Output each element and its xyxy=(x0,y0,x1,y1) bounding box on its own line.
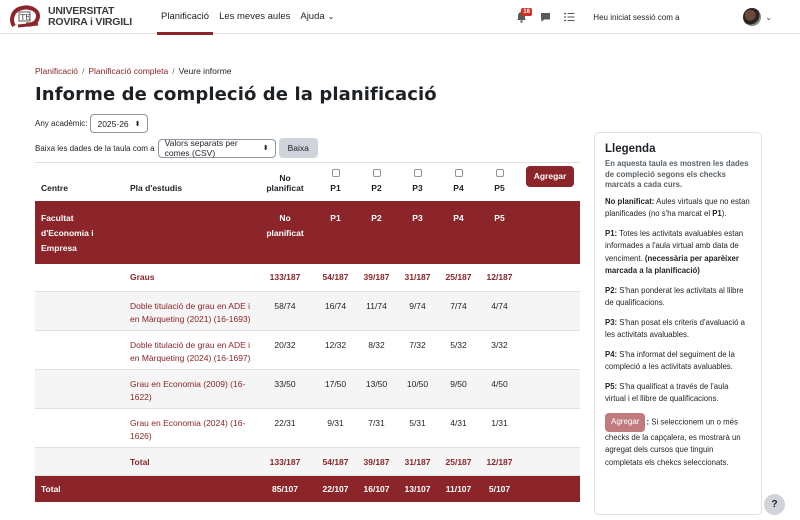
faculty-np-cell xyxy=(255,201,315,264)
legend-note: (necessària per aparèixer marcada a la planificació) xyxy=(605,253,739,275)
value-cell: 39/187 xyxy=(356,448,397,476)
legend-intro: En aquesta taula es mostren les dades de compleció segons els checks marcats a cada curs. xyxy=(605,159,749,189)
select-arrows-icon: ⬍ xyxy=(262,145,269,152)
value-cell: 11/74 xyxy=(356,292,397,331)
table-row xyxy=(35,409,580,448)
logo-mark-icon xyxy=(8,4,42,30)
value-cell: 4/50 xyxy=(479,370,520,409)
avatar[interactable] xyxy=(743,8,761,26)
top-navbar xyxy=(0,0,800,34)
completion-report-table xyxy=(35,162,580,502)
academic-year-value: 2025-26 xyxy=(97,118,129,129)
chevron-down-icon[interactable]: ⌄ xyxy=(765,12,772,22)
legend-term: P1 xyxy=(712,209,722,218)
header-text: planificat xyxy=(266,182,304,193)
academic-year-label: Any acadèmic: xyxy=(35,119,88,128)
download-label: Baixa les dades de la taula com a xyxy=(35,143,155,153)
value-cell: 17/50 xyxy=(315,370,356,409)
academic-year-row xyxy=(35,114,580,133)
svg-text:TE: TE xyxy=(20,13,31,21)
empty-cell xyxy=(130,476,255,502)
legend-aggregate-button: Agregar xyxy=(605,413,645,432)
empty-cell xyxy=(520,370,580,409)
faculty-p3-cell: P3 xyxy=(397,201,438,264)
value-cell: 13/50 xyxy=(356,370,397,409)
value-cell: 7/31 xyxy=(356,409,397,448)
value-cell: 12/187 xyxy=(479,264,520,292)
value-cell: 31/187 xyxy=(397,264,438,292)
download-button[interactable]: Baixa xyxy=(279,138,318,158)
logo-text xyxy=(48,6,132,28)
value-cell: 16/107 xyxy=(356,476,397,502)
subtotal-label: Total xyxy=(130,448,255,476)
header-text: P3 xyxy=(412,182,423,193)
value-cell: 9/50 xyxy=(438,370,479,409)
value-cell: 22/107 xyxy=(315,476,356,502)
legend-desc: Totes les activitats avaluables estan informades a l'aula virtual amb data de venciment. xyxy=(605,228,744,263)
breadcrumb-planificacio-completa[interactable]: Planificació completa xyxy=(88,66,169,76)
faculty-row xyxy=(35,201,580,264)
value-cell: 5/107 xyxy=(479,476,520,502)
faculty-p4-cell: P4 xyxy=(438,201,479,264)
checkbox-p3[interactable] xyxy=(414,169,422,177)
legend-desc: ). xyxy=(721,209,727,218)
faculty-p2-cell: P2 xyxy=(356,201,397,264)
col-header-p5 xyxy=(479,163,520,201)
breadcrumb-separator: / xyxy=(172,66,175,76)
value-cell: 25/187 xyxy=(438,448,479,476)
grand-total-row xyxy=(35,476,580,502)
value-cell: 31/187 xyxy=(397,448,438,476)
list-icon xyxy=(564,12,575,22)
download-format-value: Valors separats per comes (CSV) xyxy=(164,138,238,158)
empty-cell xyxy=(35,331,130,370)
empty-cell xyxy=(520,448,580,476)
nav-planificacio[interactable] xyxy=(156,0,214,34)
legend-desc: Aules virtuals que no estan planificades (no s'ha marcat el xyxy=(605,196,750,218)
breadcrumb xyxy=(35,66,580,76)
value-cell: 133/187 xyxy=(255,448,315,476)
empty-cell xyxy=(520,409,580,448)
value-cell: 133/187 xyxy=(255,264,315,292)
degree-link[interactable]: Doble titulació de grau en ADE i en Màrqueting (2024) (16-1697) xyxy=(130,331,255,370)
degree-link[interactable]: Doble titulació de grau en ADE i en Màrqueting (2021) (16-1693) xyxy=(130,292,255,331)
degree-link[interactable]: Grau en Economia (2009) (16-1622) xyxy=(130,370,255,409)
download-row xyxy=(35,138,580,158)
empty-cell xyxy=(35,292,130,331)
university-logo[interactable] xyxy=(8,4,148,30)
legend-p5 xyxy=(605,381,751,406)
header-text: P4 xyxy=(453,182,464,193)
col-header-p1 xyxy=(315,163,356,201)
value-cell: 9/74 xyxy=(397,292,438,331)
legend-no-planificat xyxy=(605,196,751,221)
empty-cell xyxy=(520,331,580,370)
checkbox-p5[interactable] xyxy=(496,169,504,177)
faculty-p1-cell: P1 xyxy=(315,201,356,264)
login-status-text: Heu iniciat sessió com a xyxy=(593,12,680,22)
legend-desc: S'ha qualificat a través de l'aula virtual i el llibre de qualificacions. xyxy=(605,381,729,403)
legend-term: P3: xyxy=(605,317,618,327)
legend-agregar xyxy=(605,413,751,470)
legend-term: : xyxy=(646,416,650,426)
value-cell: 12/187 xyxy=(479,448,520,476)
faculty-pla-cell xyxy=(130,201,255,264)
checkbox-p1[interactable] xyxy=(332,169,340,177)
main-content xyxy=(35,34,580,502)
message-icon xyxy=(540,12,551,23)
value-cell: 4/31 xyxy=(438,409,479,448)
faculty-name-line: Facultat xyxy=(41,212,74,223)
col-header-action xyxy=(520,163,580,201)
value-cell: 7/74 xyxy=(438,292,479,331)
faculty-p5-cell: P5 xyxy=(479,201,520,264)
col-header-no-planificat xyxy=(255,163,315,201)
col-header-p4 xyxy=(438,163,479,201)
nav-les-meves-aules[interactable] xyxy=(214,0,295,34)
legend-title: Llegenda xyxy=(605,143,656,155)
col-header-pla: Pla d'estudis xyxy=(130,182,183,193)
value-cell: 11/107 xyxy=(438,476,479,502)
value-cell: 12/32 xyxy=(315,331,356,370)
empty-cell xyxy=(520,264,580,292)
faculty-name xyxy=(35,201,130,264)
legend-p2 xyxy=(605,285,751,310)
value-cell: 1/31 xyxy=(479,409,520,448)
messages-button[interactable] xyxy=(535,7,555,27)
value-cell: 85/107 xyxy=(255,476,315,502)
faculty-action-cell xyxy=(520,201,580,264)
value-cell: 25/187 xyxy=(438,264,479,292)
legend-desc: Si seleccionem un o més checks de la capçalera, es mostrarà un agregat dels cursos que tinguin completats els chekcs seleccionats. xyxy=(605,416,741,467)
empty-cell xyxy=(35,409,130,448)
degree-link[interactable]: Grau en Economia (2024) (16-1626) xyxy=(130,409,255,448)
cell-text: planificat xyxy=(266,227,304,238)
header-text: P1 xyxy=(330,182,341,193)
value-cell: 22/31 xyxy=(255,409,315,448)
checkbox-p2[interactable] xyxy=(373,169,381,177)
breadcrumb-current: Veure informe xyxy=(178,66,232,76)
empty-cell xyxy=(35,448,130,476)
value-cell: 54/187 xyxy=(315,448,356,476)
grand-total-label: Total xyxy=(35,476,130,502)
faculty-name-line: d'Economia i xyxy=(41,227,94,238)
legend-term: No planificat: xyxy=(605,196,655,206)
legend-panel xyxy=(594,132,762,515)
faculty-name-line: Empresa xyxy=(41,242,77,253)
subtotal-row xyxy=(35,448,580,476)
logo-line-1: UNIVERSITAT xyxy=(48,4,115,17)
chevron-down-icon: ⌄ xyxy=(327,12,335,21)
list-button[interactable] xyxy=(559,7,579,27)
header-text: P5 xyxy=(494,182,505,193)
empty-cell xyxy=(520,292,580,331)
value-cell: 33/50 xyxy=(255,370,315,409)
breadcrumb-planificacio[interactable]: Planificació xyxy=(35,66,78,76)
select-arrows-icon: ⬍ xyxy=(134,120,141,128)
logo-line-2: ROVIRA i VIRGILI xyxy=(48,15,132,28)
legend-term: P1: xyxy=(605,228,618,238)
legend-p3 xyxy=(605,317,751,342)
value-cell: 7/32 xyxy=(397,331,438,370)
graus-row xyxy=(35,264,580,292)
cell-text: No xyxy=(279,212,291,223)
empty-cell xyxy=(35,264,130,292)
legend-term: P5: xyxy=(605,381,618,391)
table-row xyxy=(35,370,580,409)
nav-label: Planificació xyxy=(161,11,210,22)
col-header-p3 xyxy=(397,163,438,201)
value-cell: 5/31 xyxy=(397,409,438,448)
download-format-select[interactable] xyxy=(158,139,276,158)
value-cell: 54/187 xyxy=(315,264,356,292)
header-text: P2 xyxy=(371,182,382,193)
legend-p4 xyxy=(605,349,751,374)
navbar-user-area xyxy=(511,0,800,34)
aggregate-button[interactable]: Agregar xyxy=(526,166,575,187)
legend-term: P2: xyxy=(605,285,618,295)
graus-label: Graus xyxy=(130,264,255,292)
value-cell: 58/74 xyxy=(255,292,315,331)
value-cell: 4/74 xyxy=(479,292,520,331)
table-row xyxy=(35,331,580,370)
value-cell: 39/187 xyxy=(356,264,397,292)
col-header-p2 xyxy=(356,163,397,201)
empty-cell xyxy=(35,370,130,409)
value-cell: 20/32 xyxy=(255,331,315,370)
legend-p1 xyxy=(605,228,751,278)
value-cell: 10/50 xyxy=(397,370,438,409)
nav-label: Les meves aules xyxy=(219,11,291,22)
legend-desc: S'han posat els criteris d'avaluació a les activitats avaluables. xyxy=(605,317,745,339)
value-cell: 8/32 xyxy=(356,331,397,370)
table-row xyxy=(35,292,580,331)
legend-desc: S'han ponderat les activitats al llibre de qualificacions. xyxy=(605,285,744,307)
table-header-row xyxy=(35,163,580,201)
page-title: Informe de compleció de la planificació xyxy=(35,84,437,105)
value-cell: 16/74 xyxy=(315,292,356,331)
academic-year-select[interactable] xyxy=(90,114,147,133)
notification-badge: 16 xyxy=(523,9,530,15)
nav-ajuda[interactable] xyxy=(295,0,339,34)
value-cell: 9/31 xyxy=(315,409,356,448)
legend-desc: S'ha informat del seguiment de la compleció a les activitats avaluables. xyxy=(605,349,735,371)
nav-label: Ajuda xyxy=(300,11,325,22)
col-header-centre: Centre xyxy=(41,182,68,193)
checkbox-p4[interactable] xyxy=(455,169,463,177)
legend-term: P4: xyxy=(605,349,618,359)
header-text: No xyxy=(279,172,291,183)
empty-cell xyxy=(520,476,580,502)
value-cell: 5/32 xyxy=(438,331,479,370)
value-cell: 3/32 xyxy=(479,331,520,370)
value-cell: 13/107 xyxy=(397,476,438,502)
notifications-button[interactable] xyxy=(511,7,531,27)
primary-nav xyxy=(156,0,339,34)
breadcrumb-separator: / xyxy=(82,66,85,76)
help-button[interactable]: ? xyxy=(764,494,785,515)
